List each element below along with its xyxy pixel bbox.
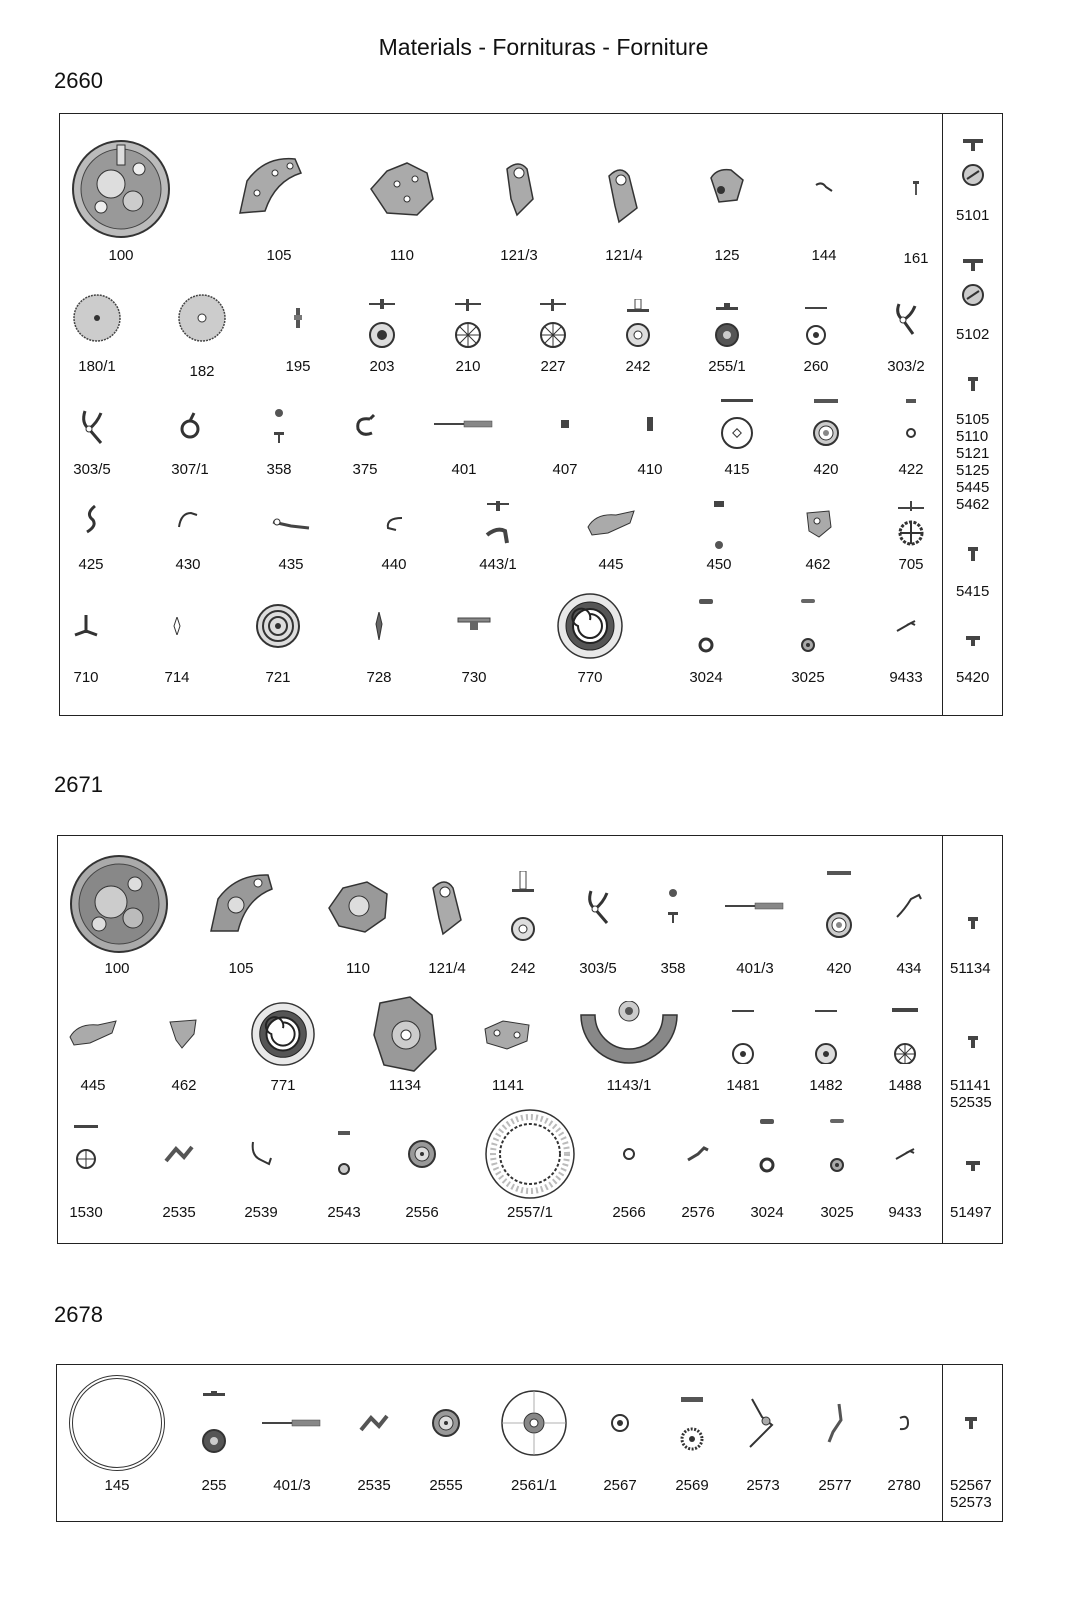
part-number: 407 — [552, 461, 578, 478]
spring-icon — [814, 181, 834, 195]
wheel-icon — [728, 1004, 758, 1064]
barrel-icon — [250, 1001, 316, 1067]
part-number: 242 — [510, 960, 536, 977]
part-number: 100 — [108, 247, 134, 264]
pinion-icon — [712, 501, 726, 551]
day-disc-icon — [500, 1389, 568, 1457]
part-number: 1488 — [888, 1077, 922, 1094]
part-number: 462 — [171, 1077, 197, 1094]
screw-icon — [959, 139, 987, 189]
part-number: 100 — [104, 960, 130, 977]
part-number: 714 — [164, 669, 190, 686]
spring-icon — [384, 516, 404, 532]
part-number: 434 — [896, 960, 922, 977]
bridge-icon — [603, 164, 643, 224]
spring-icon — [894, 1147, 916, 1161]
part-number: 9433 — [888, 1204, 922, 1221]
gear-icon — [72, 293, 122, 343]
side-part-number: 52573 — [950, 1494, 992, 1511]
part-number: 303/5 — [73, 461, 111, 478]
part-number: 420 — [813, 461, 839, 478]
screw-icon — [959, 259, 987, 309]
rotor-icon — [579, 1001, 679, 1067]
bridge-icon — [206, 869, 276, 939]
screw-icon — [968, 547, 978, 561]
spring-icon — [81, 504, 101, 534]
part-number: 2556 — [405, 1204, 439, 1221]
side-part-number: 52567 — [950, 1477, 992, 1494]
barrel-icon — [556, 592, 624, 660]
part-number: 182 — [189, 363, 215, 380]
side-part-number: 5121 — [956, 445, 990, 462]
part-number: 375 — [352, 461, 378, 478]
part-number: 705 — [898, 556, 924, 573]
part-number: 180/1 — [78, 358, 116, 375]
jewel-icon — [610, 1413, 630, 1433]
page-title: Materials - Fornituras - Forniture — [378, 34, 709, 60]
wheel-icon — [811, 1004, 841, 1064]
jewel-icon — [757, 1119, 777, 1173]
part-number: 401/3 — [736, 960, 774, 977]
screw-icon — [968, 377, 978, 391]
lever-icon — [271, 516, 311, 532]
lever-icon — [686, 1144, 710, 1164]
wheel-icon — [508, 871, 538, 941]
part-number: 445 — [80, 1077, 106, 1094]
bridge-icon — [168, 1018, 200, 1050]
balance-icon — [255, 603, 301, 649]
wheel-icon — [367, 299, 397, 349]
part-number: 435 — [278, 556, 304, 573]
part-number: 445 — [598, 556, 624, 573]
side-part-number: 51141 — [950, 1077, 991, 1094]
gear-icon — [896, 501, 926, 547]
part-number: 3024 — [750, 1204, 784, 1221]
part-number: 2535 — [357, 1477, 391, 1494]
part-number: 2543 — [327, 1204, 361, 1221]
part-number: 210 — [455, 358, 481, 375]
side-part-number: 5445 — [956, 479, 990, 496]
date-disc-icon — [484, 1108, 576, 1200]
bridge-icon — [68, 1019, 118, 1049]
spring-icon — [177, 509, 199, 529]
part-number: 710 — [73, 669, 99, 686]
screw-icon — [912, 181, 920, 195]
part-number: 450 — [706, 556, 732, 573]
part-number: 307/1 — [171, 461, 209, 478]
part-number: 1481 — [726, 1077, 760, 1094]
screw-icon — [966, 1161, 980, 1171]
part-number: 1143/1 — [606, 1077, 652, 1094]
part-number: 2569 — [675, 1477, 709, 1494]
part-number: 242 — [625, 358, 651, 375]
part-number: 2573 — [746, 1477, 780, 1494]
side-part-number: 52535 — [950, 1094, 992, 1111]
pinion-icon — [293, 308, 303, 328]
section-title-2660: 2660 — [54, 68, 103, 93]
bridge-icon — [235, 151, 305, 221]
side-part-number: 5102 — [956, 326, 990, 343]
bridge-icon — [427, 876, 467, 936]
screw-icon — [965, 1417, 977, 1429]
part-number: 2566 — [612, 1204, 646, 1221]
spring-icon — [895, 619, 917, 633]
wheel-icon — [453, 299, 483, 349]
bridge-icon — [370, 995, 440, 1073]
part-number: 161 — [903, 250, 929, 267]
spring-icon — [748, 1397, 778, 1449]
screw-icon — [968, 917, 978, 929]
part-number: 3024 — [689, 669, 723, 686]
part-number: 3025 — [791, 669, 825, 686]
part-number: 260 — [803, 358, 829, 375]
bridge-icon — [586, 509, 636, 539]
part-number: 121/3 — [500, 247, 538, 264]
jewel-icon — [696, 599, 716, 653]
part-number: 195 — [285, 358, 311, 375]
side-part-number: 5415 — [956, 583, 990, 600]
side-part-number: 51497 — [950, 1204, 992, 1221]
side-part-number: 5110 — [956, 428, 989, 445]
part-number: 422 — [898, 461, 924, 478]
section-title-2678: 2678 — [54, 1302, 103, 1327]
part-number: 121/4 — [605, 247, 643, 264]
part-number: 721 — [265, 669, 291, 686]
part-number: 105 — [266, 247, 292, 264]
jewel-icon — [199, 1391, 229, 1455]
part-number: 1530 — [69, 1204, 103, 1221]
stem-icon — [725, 902, 785, 910]
gear-icon — [177, 293, 227, 343]
wheel-icon — [890, 1004, 920, 1064]
spring-icon — [895, 893, 923, 919]
parts-panel-2671 — [57, 835, 1003, 1244]
part-number: 358 — [660, 960, 686, 977]
lever-icon — [893, 300, 919, 336]
part-number: 443/1 — [479, 556, 517, 573]
jewel-icon — [336, 1131, 352, 1177]
part-number: 3025 — [820, 1204, 854, 1221]
part-number: 1482 — [809, 1077, 843, 1094]
part-number: 227 — [540, 358, 566, 375]
bridge-icon — [499, 159, 539, 219]
parts-panel-2678 — [56, 1364, 1003, 1522]
part-number: 2557/1 — [507, 1204, 553, 1221]
side-part-number: 5125 — [956, 462, 990, 479]
part-number: 2561/1 — [511, 1477, 557, 1494]
part-number: 144 — [811, 247, 837, 264]
pinion-icon — [560, 419, 570, 429]
parts-panel-2660 — [59, 113, 1003, 716]
part-number: 9433 — [889, 669, 923, 686]
wheel-icon — [456, 614, 492, 634]
jewel-icon — [798, 599, 818, 653]
side-part-number: 5105 — [956, 411, 990, 428]
mainplate-icon — [71, 139, 171, 239]
part-number: 255/1 — [708, 358, 746, 375]
mainplate-icon — [69, 854, 169, 954]
part-number: 425 — [78, 556, 104, 573]
wheel-icon — [712, 299, 742, 349]
part-number: 2535 — [162, 1204, 196, 1221]
part-number: 415 — [724, 461, 750, 478]
part-number: 2780 — [887, 1477, 921, 1494]
spring-icon — [249, 1140, 273, 1168]
lever-icon — [359, 1412, 389, 1434]
bridge-icon — [325, 878, 391, 934]
wheel-icon — [808, 399, 844, 449]
side-part-number: 5462 — [956, 496, 990, 513]
spring-icon — [896, 1414, 912, 1432]
part-number: 110 — [390, 247, 414, 264]
screw-icon — [968, 1036, 978, 1048]
part-number: 105 — [228, 960, 254, 977]
part-number: 2577 — [818, 1477, 852, 1494]
part-number: 1141 — [491, 1077, 525, 1094]
part-number: 410 — [637, 461, 663, 478]
part-number: 420 — [826, 960, 852, 977]
part-number: 728 — [366, 669, 392, 686]
part-number: 125 — [714, 247, 740, 264]
pinion-icon — [646, 417, 654, 431]
bridge-icon — [483, 1017, 533, 1051]
part-number: 121/4 — [428, 960, 466, 977]
part-number: 462 — [805, 556, 831, 573]
bridge-icon — [367, 159, 437, 219]
part-number: 771 — [270, 1077, 296, 1094]
part-number: 358 — [266, 461, 292, 478]
bridge-icon — [707, 166, 747, 206]
part-number: 2555 — [429, 1477, 463, 1494]
part-number: 203 — [369, 358, 395, 375]
screw-icon — [173, 617, 181, 635]
wheel-icon — [431, 1408, 461, 1438]
part-number: 440 — [381, 556, 407, 573]
ring-icon — [67, 1373, 167, 1473]
part-number: 401 — [451, 461, 477, 478]
lever-icon — [73, 613, 99, 639]
wheel-icon — [717, 399, 757, 449]
part-number: 255 — [201, 1477, 227, 1494]
screw-icon — [273, 408, 285, 444]
spring-icon — [178, 411, 202, 441]
jewel-icon — [622, 1147, 636, 1161]
spring-icon — [825, 1402, 845, 1444]
part-number: 303/2 — [887, 358, 925, 375]
screw-icon — [667, 888, 679, 924]
wheel-icon — [74, 1121, 98, 1171]
wheel-icon — [801, 299, 831, 349]
side-part-number: 5420 — [956, 669, 990, 686]
side-part-number: 5101 — [956, 207, 990, 224]
wheel-icon — [821, 871, 857, 941]
part-number: 303/5 — [579, 960, 617, 977]
part-number: 110 — [346, 960, 370, 977]
stem-icon — [434, 420, 494, 428]
part-number: 430 — [175, 556, 201, 573]
lever-icon — [164, 1143, 194, 1165]
spring-icon — [352, 413, 378, 439]
lever-icon — [79, 407, 105, 445]
part-number: 2576 — [681, 1204, 715, 1221]
lever-icon — [483, 501, 513, 547]
part-number: 2567 — [603, 1477, 637, 1494]
part-number: 401/3 — [273, 1477, 311, 1494]
wheel-icon — [538, 299, 568, 349]
wheel-icon — [407, 1139, 437, 1169]
jewel-icon — [827, 1119, 847, 1173]
side-part-number: 51134 — [950, 960, 991, 977]
section-title-2671: 2671 — [54, 772, 103, 797]
stem-icon — [262, 1419, 322, 1427]
pinion-icon — [374, 612, 384, 640]
screw-icon — [966, 636, 980, 646]
part-number: 1134 — [388, 1077, 422, 1094]
part-number: 730 — [461, 669, 487, 686]
lever-icon — [585, 887, 611, 925]
wheel-icon — [623, 299, 653, 349]
bridge-icon — [803, 509, 833, 539]
part-number: 145 — [104, 1477, 130, 1494]
jewel-icon — [904, 399, 918, 445]
part-number: 2539 — [244, 1204, 278, 1221]
part-number: 770 — [577, 669, 603, 686]
gear-icon — [677, 1395, 707, 1451]
